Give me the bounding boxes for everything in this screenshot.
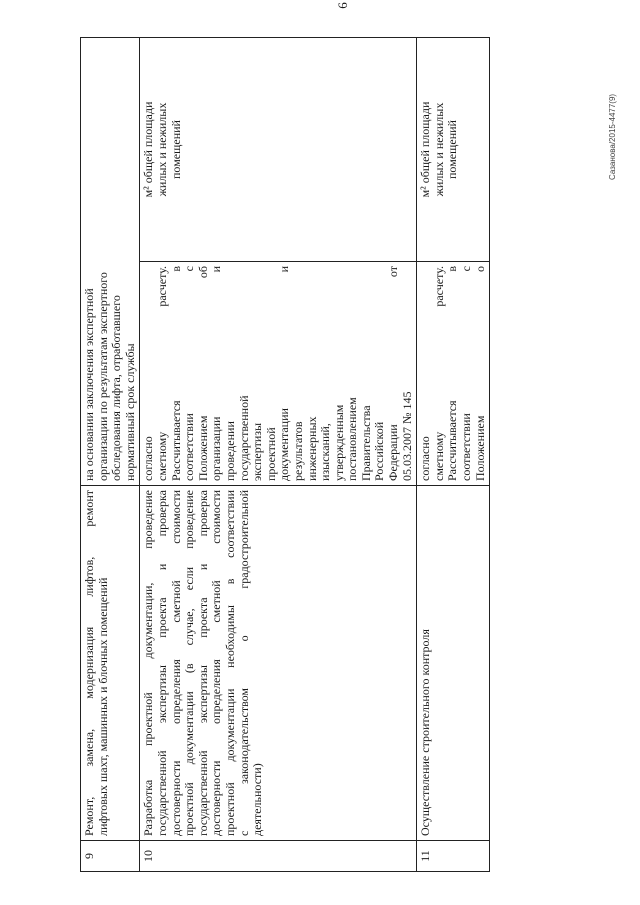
table-row-11 [417,38,490,872]
text-line: Правительства [358,405,373,481]
page-number: 6 [335,2,350,9]
text-line: Разработка проектной документации, проведение [141,490,156,836]
works-table [80,37,490,872]
text-line: нормативный срок службы [122,343,137,481]
text-line: государственной [236,395,251,481]
row-number: 11 [417,841,490,872]
text-line: согласно [141,436,156,481]
text-line: Рассчитывается в [168,266,183,481]
text-line: помещений [445,120,460,179]
text-line: согласно [418,436,433,481]
work-description [140,486,417,841]
work-description [417,486,490,841]
text-line: постановлением [345,397,360,481]
text-line: 05.03.2007 № 145 [399,391,414,481]
text-line: м² общей площади [418,101,433,198]
text-line: государственной экспертизы проекта и проверка [195,490,210,836]
work-description [81,486,140,841]
text-line: жилых и нежилых [154,102,169,197]
text-line: государственной экспертизы проекта и проверка [154,490,169,836]
text-line: проведении [222,421,237,481]
text-line: достоверности определения сметной стоимости [209,490,224,836]
text-line: Федерации от [386,266,401,481]
text-line: Ремонт, замена, модернизация лифтов, ремонт [82,490,96,836]
text-line: инженерных [304,416,319,481]
text-line: документации и [277,266,292,481]
text-line: проектной документации необходимы в соответствии [222,490,237,836]
text-line: проектной документации (в случае, если проведение [182,490,197,836]
text-line: Осуществление строительного контроля [418,629,433,836]
table-row-10 [140,38,417,872]
text-line: результатов [290,421,305,481]
table-row-9 [81,38,140,872]
unit-text [417,38,490,262]
basis-text [140,262,417,486]
rotated-page [80,37,520,872]
basis-text [417,262,490,486]
text-line: проектной [263,427,278,481]
text-line: сметному расчету. [431,266,446,481]
text-line: сметному расчету. [154,266,169,481]
text-line: соответствии с [459,266,474,481]
text-line: Положением о [472,266,487,481]
text-line: с законодательством о градостроительной [236,490,251,836]
row-number: 10 [140,841,417,872]
text-line: Рассчитывается в [445,266,460,481]
text-line: экспертизы [250,422,265,481]
text-line: соответствии с [182,266,197,481]
row-number: 9 [81,841,140,872]
text-line: жилых и нежилых [431,102,446,197]
watermark: Сазанова/2015-4477(9) [608,93,617,180]
text-line: помещений [168,120,183,179]
text-line: лифтовых шахт, машинных и блочных помещений [95,577,110,836]
text-line: достоверности определения сметной стоимости [168,490,183,836]
text-line: организации и [209,266,224,481]
text-line: на основании заключения экспертной [82,288,96,481]
text-line: обследования лифта, отработавшего [109,295,124,481]
text-line: Положением об [195,266,210,481]
text-line: организации по результатам экспертного [95,272,110,481]
text-line: изысканий, [318,423,333,481]
unit-text [140,38,417,262]
text-line: деятельности) [250,763,265,836]
text-line: Российской [372,421,387,481]
basis-merged [81,38,140,486]
text-line: м² общей площади [141,101,156,198]
text-line: утвержденным [331,404,346,481]
